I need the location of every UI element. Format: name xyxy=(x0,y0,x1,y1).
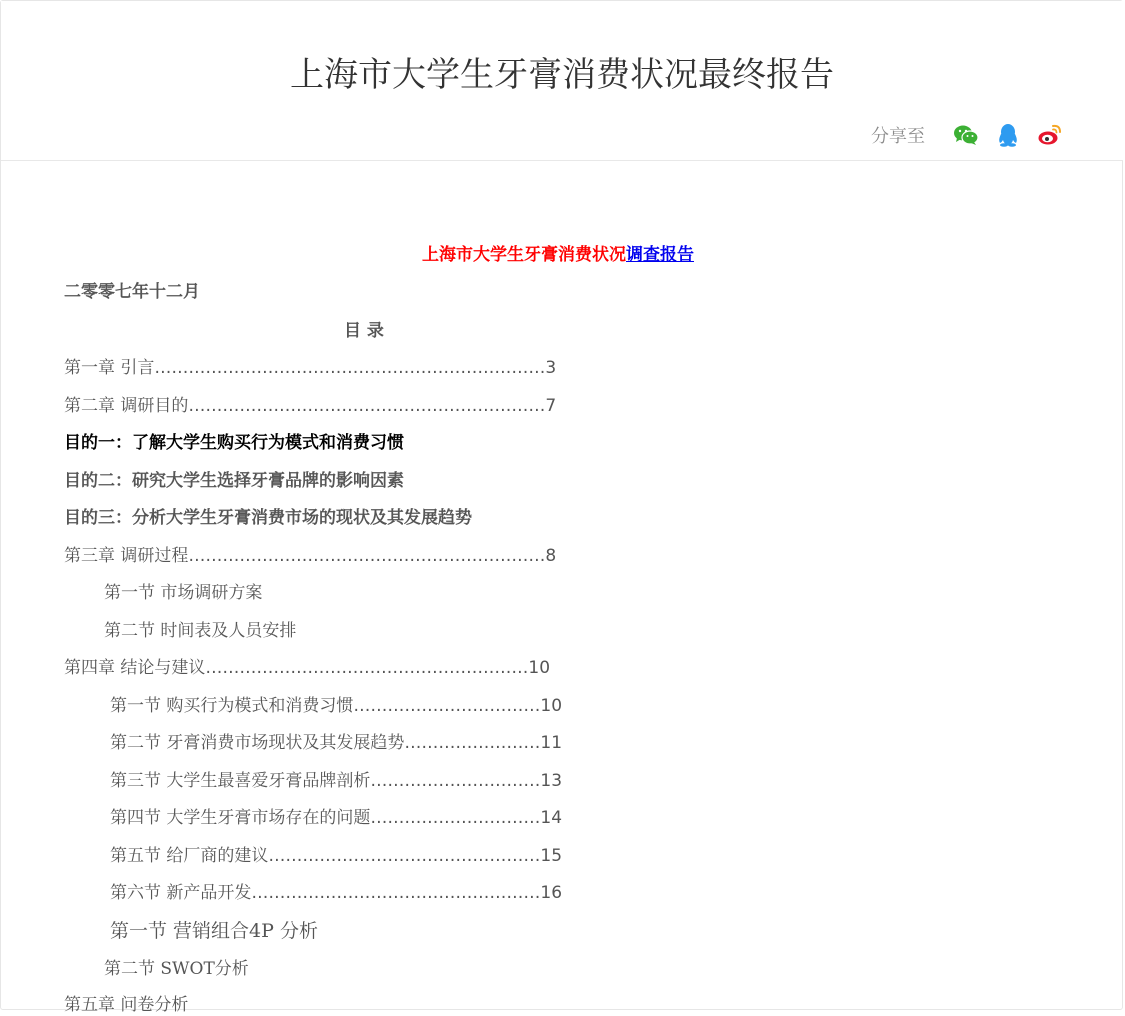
toc-entry: 第一节 营销组合4P 分析 xyxy=(110,920,318,942)
share-label: 分享至 xyxy=(871,126,925,147)
report-date: 二零零七年十二月 xyxy=(64,282,200,302)
toc-entry: 第二节 牙膏消费市场现状及其发展趋势……………………11 xyxy=(110,733,563,753)
toc-entry: 第五节 给厂商的建议…………………………………………15 xyxy=(110,846,563,866)
toc-entry: 第三节 大学生最喜爱牙膏品牌剖析…………………………13 xyxy=(110,771,563,791)
share-bar xyxy=(871,119,1063,151)
toc-entry: 第六节 新产品开发……………………………………………16 xyxy=(110,883,563,903)
page-header xyxy=(1,1,1123,161)
report-title xyxy=(422,244,694,266)
toc-entry: 第一章 引言……………………………………………………………3 xyxy=(64,358,557,378)
toc-entry: 目的二：研究大学生选择牙膏品牌的影响因素 xyxy=(64,471,404,491)
toc-entry: 第一节 市场调研方案 xyxy=(104,583,263,603)
page-title: 上海市大学生牙膏消费状况最终报告 xyxy=(290,55,834,95)
wechat-icon[interactable] xyxy=(953,122,979,148)
report-title-link[interactable]: 调查报告 xyxy=(626,245,694,265)
toc-entry: 目的一：了解大学生购买行为模式和消费习惯 xyxy=(64,433,404,453)
toc-entry: 第二节 SWOT分析 xyxy=(104,959,249,979)
toc-heading: 目 录 xyxy=(344,321,384,341)
toc-entry: 第四节 大学生牙膏市场存在的问题…………………………14 xyxy=(110,808,563,828)
toc-entry: 目的三：分析大学生牙膏消费市场的现状及其发展趋势 xyxy=(64,508,472,528)
weibo-icon[interactable] xyxy=(1037,122,1063,148)
toc-entry: 第一节 购买行为模式和消费习惯……………………………10 xyxy=(110,696,563,716)
toc-entry: 第四章 结论与建议…………………………………………………10 xyxy=(64,658,551,678)
toc-entry: 第二节 时间表及人员安排 xyxy=(104,621,297,641)
report-title-text: 上海市大学生牙膏消费状况 xyxy=(422,245,626,265)
toc-entry: 第三章 调研过程………………………………………………………8 xyxy=(64,546,557,566)
toc-entry: 第二章 调研目的………………………………………………………7 xyxy=(64,396,557,416)
qq-icon[interactable] xyxy=(995,122,1021,148)
toc-entry: 第五章 问卷分析 xyxy=(64,995,189,1015)
